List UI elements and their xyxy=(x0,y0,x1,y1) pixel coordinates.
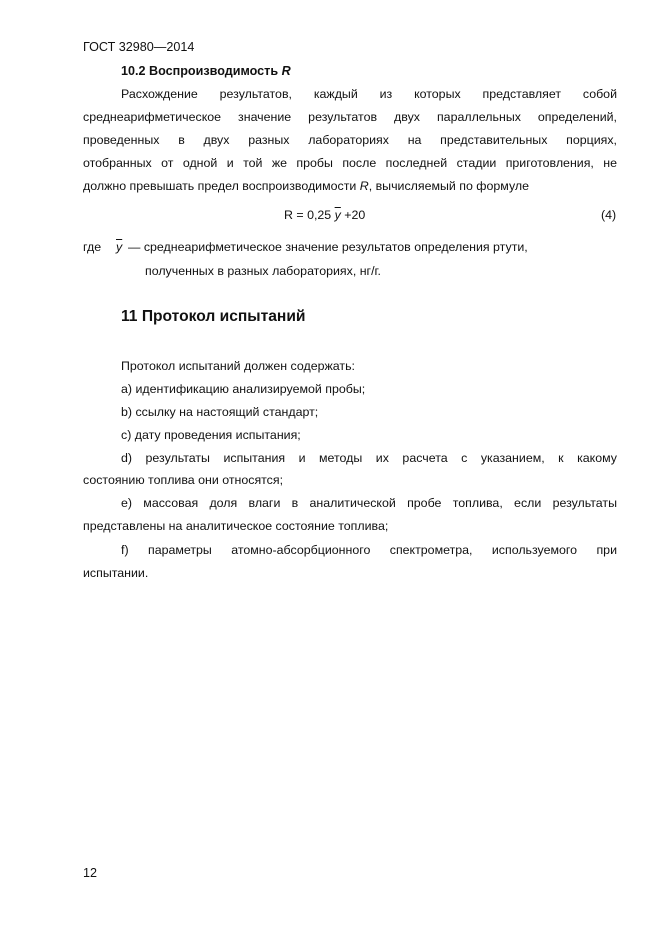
list-item-e-continuation: представлены на аналитическое состояние топлива; xyxy=(83,519,389,533)
paragraph-text: , вычисляемый по формуле xyxy=(368,179,529,193)
section-11-heading: 11 Протокол испытаний xyxy=(121,308,306,325)
section-10-2-heading xyxy=(121,64,291,78)
formula-number: (4) xyxy=(601,208,617,222)
formula-ybar: $\overline{y}$ xyxy=(334,208,341,222)
list-item-b: b) ссылку на настоящий стандарт; xyxy=(121,405,319,419)
paragraph-line: среднеарифметическое значение результатов двух параллельных определений, xyxy=(83,110,617,124)
where-label: где xyxy=(83,240,102,254)
formula-left: R = 0,25 xyxy=(284,208,335,222)
section-10-2-symbol: R xyxy=(281,64,291,78)
where-symbol: $\overline{y}$ xyxy=(116,240,123,254)
paragraph-text: должно превышать предел воспроизводимости xyxy=(83,179,360,193)
list-item-c: c) дату проведения испытания; xyxy=(121,428,301,442)
paragraph-symbol: R xyxy=(359,179,369,193)
formula-right: +20 xyxy=(340,208,366,222)
paragraph-last-line xyxy=(83,179,529,193)
formula xyxy=(284,208,365,222)
paragraph-line: проведенных в двух разных лабораториях на представительных порциях, xyxy=(83,133,617,147)
section-10-2-title: 10.2 Воспроизводимость xyxy=(121,64,282,78)
list-item-f-continuation: испытании. xyxy=(83,566,149,580)
list-item-f: f) параметры атомно-абсорбционного спектрометра, используемого при xyxy=(121,543,617,557)
standard-designation: ГОСТ 32980—2014 xyxy=(83,40,195,54)
list-item-d-continuation: состоянию топлива они относятся; xyxy=(83,473,284,487)
where-definition-line1: — среднеарифметическое значение результатов определения ртути, xyxy=(128,240,528,254)
list-item-e: e) массовая доля влаги в аналитической пробе топлива, если результаты xyxy=(121,496,617,510)
page-number: 12 xyxy=(83,866,98,880)
paragraph-line: отобранных от одной и той же пробы после последней стадии приготовления, не xyxy=(83,156,617,170)
where-definition-line2: полученных в разных лабораториях, нг/г. xyxy=(145,264,381,278)
list-item-a: a) идентификацию анализируемой пробы; xyxy=(121,382,366,396)
list-item-d: d) результаты испытания и методы их расчета с указанием, к какому xyxy=(121,451,617,465)
protocol-intro: Протокол испытаний должен содержать: xyxy=(121,359,355,373)
paragraph-line: Расхождение результатов, каждый из которых представляет собой xyxy=(121,87,617,101)
